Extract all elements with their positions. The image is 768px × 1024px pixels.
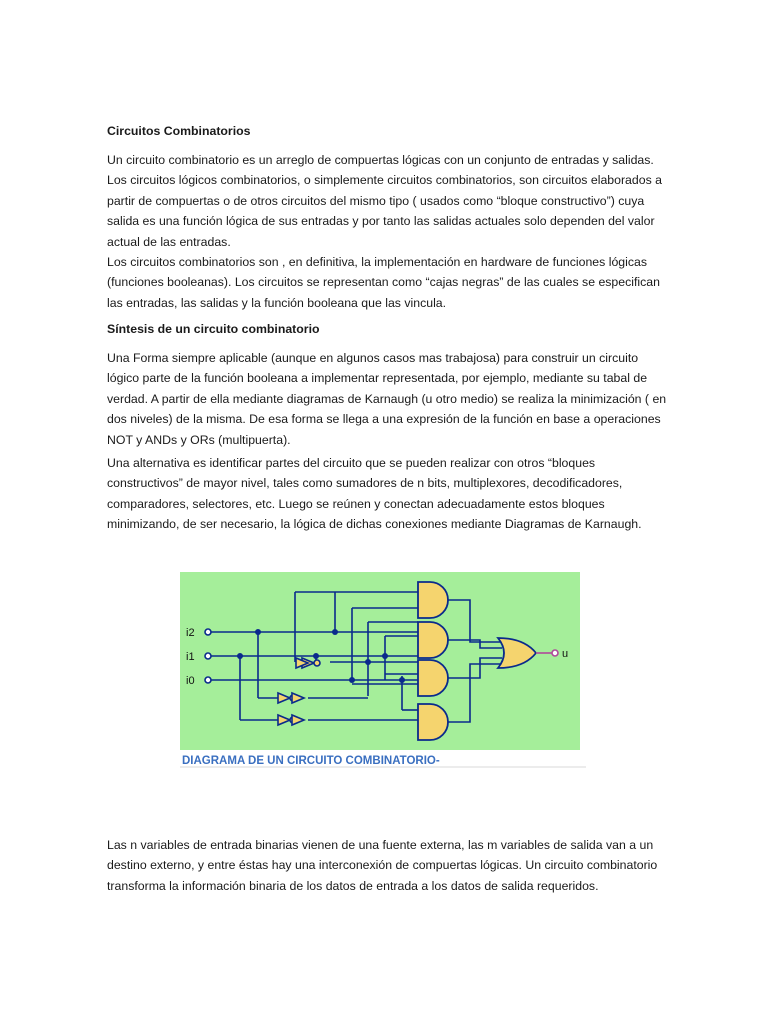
paragraph-definition: Un circuito combinatorio es un arreglo de compuertas lógicas con un conjunto de entradas y salidas. Los circuitos lógicos combinatorios, o simplemente circuitos combinatorios, son circuitos elaborados a partir de compuertas o de otros circuitos del mismo tipo ( usados como “bloque constructivo”) cuya salida es una función lógica de sus entradas y por tanto las salidas actuales solo dependen del valor actual de las entradas. [107,153,662,249]
output-port [552,650,558,656]
output-label: u [562,648,569,660]
and-gate-4 [418,704,448,740]
input-label-i1: i1 [186,651,195,663]
paragraph-alternative: Una alternativa es identificar partes del circuito que se pueden realizar con otros “bloques constructivos” de mayor nivel, tales como sumadores de n bits, multiplexores, decodificadores, comparadores, selectores, etc. Luego se reúnen y conectan adecuadamente estos bloques minimizando, de ser necesario, la lógica de dichas conexiones mediante Diagramas de Karnaugh. [107,456,642,532]
document-title: Circuitos Combinatorios [107,124,251,138]
paragraph-variables: Las n variables de entrada binarias vienen de una fuente externa, las m variables de salida van a un destino externo, y entre éstas hay una interconexión de compuertas lógicas. Un circuito combinatorio transforma la información binaria de los datos de entrada a los datos de salida requeridos. [107,838,658,893]
diagram-caption: DIAGRAMA DE UN CIRCUITO COMBINATORIO- [182,755,440,767]
input-label-i2: i2 [186,627,195,639]
paragraph-hardware: Los circuitos combinatorios son , en definitiva, la implementación en hardware de funciones lógicas (funciones booleanas). Los circuitos se representan como “cajas negras” de las cuales se especifican las entradas, las salidas y la función booleana que las vincula. [107,255,660,310]
input-label-i0: i0 [186,675,195,687]
not-gate-1-bubble [314,660,320,666]
circuit-svg [180,572,586,770]
section-subtitle: Síntesis de un circuito combinatorio [107,322,320,336]
and-gate-2 [418,622,448,658]
paragraph-synthesis: Una Forma siempre aplicable (aunque en algunos casos mas trabajosa) para construir un circuito lógico parte de la función booleana a implementar representada, por ejemplo, mediante su tabal de verdad. A partir de ella mediante diagramas de Karnaugh (u otro medio) se realiza la minimización ( en dos niveles) de la misma. De esa forma se llega a una expresión de la función en base a operaciones NOT y ANDs y ORs (multipuerta). [107,351,667,447]
and-gate-3 [418,660,448,696]
combinational-circuit-diagram [180,572,586,770]
and-gate-1 [418,582,448,618]
